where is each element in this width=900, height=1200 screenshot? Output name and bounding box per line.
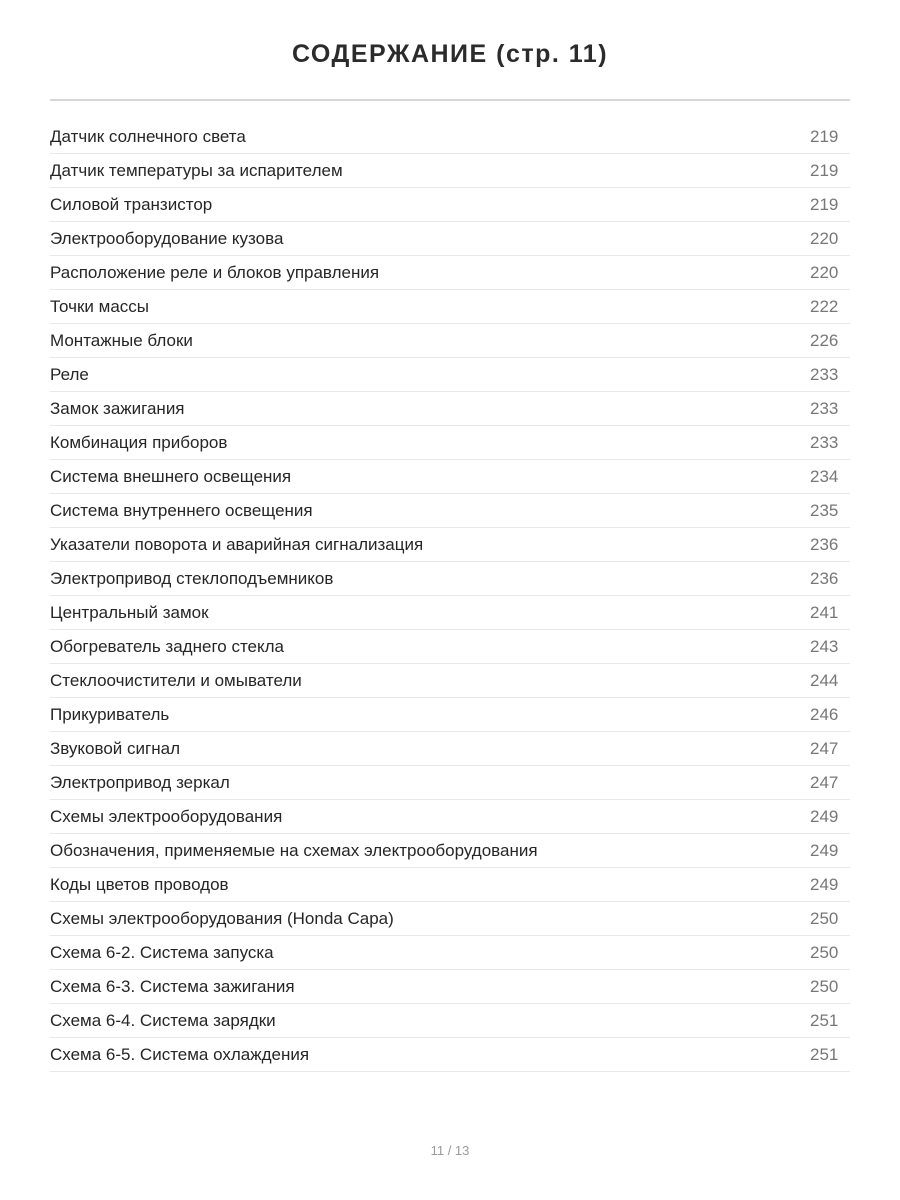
toc-entry-title: Замок зажигания bbox=[50, 398, 185, 418]
toc-entry-page: 250 bbox=[810, 976, 839, 996]
toc-entry-title: Указатели поворота и аварийная сигнализация bbox=[50, 534, 424, 554]
toc-entry-title: Система внешнего освещения bbox=[50, 466, 292, 486]
toc-entry[interactable] bbox=[50, 494, 850, 528]
toc-entry[interactable] bbox=[50, 902, 850, 936]
toc-entry-title: Звуковой сигнал bbox=[50, 738, 180, 758]
toc-entry-title: Схема 6-5. Система охлаждения bbox=[50, 1044, 310, 1064]
toc-entry[interactable] bbox=[50, 970, 850, 1004]
toc-entry[interactable] bbox=[50, 154, 850, 188]
toc-entry[interactable] bbox=[50, 664, 850, 698]
toc-entry-title: Обозначения, применяемые на схемах электрооборудования bbox=[50, 840, 538, 860]
toc-entry[interactable] bbox=[50, 732, 850, 766]
toc-entry-title: Силовой транзистор bbox=[50, 194, 213, 214]
toc-entry[interactable] bbox=[50, 528, 850, 562]
toc-entry[interactable] bbox=[50, 562, 850, 596]
toc-entry-title: Электропривод зеркал bbox=[50, 772, 230, 792]
toc-entry-title: Схемы электрооборудования (Honda Capa) bbox=[50, 908, 394, 928]
toc-entry-title: Датчик температуры за испарителем bbox=[50, 160, 343, 180]
toc-entry-page: 219 bbox=[810, 194, 839, 214]
toc-entry-page: 247 bbox=[810, 738, 839, 758]
toc-entry[interactable] bbox=[50, 800, 850, 834]
toc-entry-page: 241 bbox=[810, 602, 839, 622]
toc-entry[interactable] bbox=[50, 1038, 850, 1072]
toc-entry-page: 249 bbox=[810, 874, 839, 894]
toc-entry-title: Система внутреннего освещения bbox=[50, 500, 313, 520]
toc-entry-page: 244 bbox=[810, 670, 839, 690]
toc-entry-title: Обогреватель заднего стекла bbox=[50, 636, 284, 656]
toc-entry[interactable] bbox=[50, 460, 850, 494]
toc-entry-title: Центральный замок bbox=[50, 602, 209, 622]
toc-entry[interactable] bbox=[50, 358, 850, 392]
toc-entry-title: Монтажные блоки bbox=[50, 330, 193, 350]
toc-entry-title: Реле bbox=[50, 364, 89, 384]
toc-entry[interactable] bbox=[50, 324, 850, 358]
toc-entry-title: Коды цветов проводов bbox=[50, 874, 229, 894]
toc-entry-page: 251 bbox=[810, 1010, 839, 1030]
toc-entry[interactable] bbox=[50, 630, 850, 664]
toc-entry[interactable] bbox=[50, 834, 850, 868]
toc-entry[interactable] bbox=[50, 868, 850, 902]
toc-entry-page: 235 bbox=[810, 500, 839, 520]
toc-entry[interactable] bbox=[50, 1004, 850, 1038]
toc-entry-page: 220 bbox=[810, 262, 839, 282]
toc-entry-title: Схемы электрооборудования bbox=[50, 806, 283, 826]
toc-entry-page: 233 bbox=[810, 364, 839, 384]
toc-entry-page: 251 bbox=[810, 1044, 839, 1064]
toc-entry-title: Комбинация приборов bbox=[50, 432, 228, 452]
toc-entry-page: 219 bbox=[810, 160, 839, 180]
toc-entry-page: 246 bbox=[810, 704, 839, 724]
toc-entry-page: 233 bbox=[810, 432, 839, 452]
toc-entry-title: Электрооборудование кузова bbox=[50, 228, 284, 248]
toc-entry-page: 220 bbox=[810, 228, 839, 248]
toc-entry[interactable] bbox=[50, 392, 850, 426]
toc-entry[interactable] bbox=[50, 256, 850, 290]
toc-entry-page: 226 bbox=[810, 330, 839, 350]
toc-entry-page: 250 bbox=[810, 942, 839, 962]
toc-entry-title: Расположение реле и блоков управления bbox=[50, 262, 380, 282]
toc-entry-title: Датчик солнечного света bbox=[50, 126, 246, 146]
toc-entry-page: 236 bbox=[810, 568, 839, 588]
toc-entry-page: 222 bbox=[810, 296, 839, 316]
toc-entry-page: 247 bbox=[810, 772, 839, 792]
toc-entry-page: 233 bbox=[810, 398, 839, 418]
toc-entry-title: Схема 6-3. Система зажигания bbox=[50, 976, 295, 996]
toc-entry-page: 249 bbox=[810, 806, 839, 826]
toc-entry-page: 249 bbox=[810, 840, 839, 860]
toc-entry[interactable] bbox=[50, 596, 850, 630]
toc-entry[interactable] bbox=[50, 426, 850, 460]
toc-entry-title: Точки массы bbox=[50, 296, 150, 316]
page-indicator: 11 / 13 bbox=[430, 1143, 470, 1158]
toc-entry-title: Схема 6-2. Система запуска bbox=[50, 942, 274, 962]
toc-entry[interactable] bbox=[50, 936, 850, 970]
toc-list bbox=[50, 120, 850, 1072]
toc-entry-title: Схема 6-4. Система зарядки bbox=[50, 1010, 276, 1030]
toc-entry-page: 219 bbox=[810, 126, 839, 146]
toc-entry-page: 243 bbox=[810, 636, 839, 656]
toc-entry-title: Электропривод стеклоподъемников bbox=[50, 568, 334, 588]
toc-entry-page: 236 bbox=[810, 534, 839, 554]
page-title: СОДЕРЖАНИЕ (стр. 11) bbox=[291, 40, 609, 68]
toc-entry[interactable] bbox=[50, 698, 850, 732]
toc-entry[interactable] bbox=[50, 766, 850, 800]
toc-entry[interactable] bbox=[50, 188, 850, 222]
toc-entry-page: 250 bbox=[810, 908, 839, 928]
title-divider bbox=[50, 99, 850, 101]
toc-entry-page: 234 bbox=[810, 466, 839, 486]
toc-entry-title: Стеклоочистители и омыватели bbox=[50, 670, 302, 690]
toc-entry-title: Прикуриватель bbox=[50, 704, 170, 724]
toc-entry[interactable] bbox=[50, 222, 850, 256]
toc-entry[interactable] bbox=[50, 290, 850, 324]
toc-entry[interactable] bbox=[50, 120, 850, 154]
